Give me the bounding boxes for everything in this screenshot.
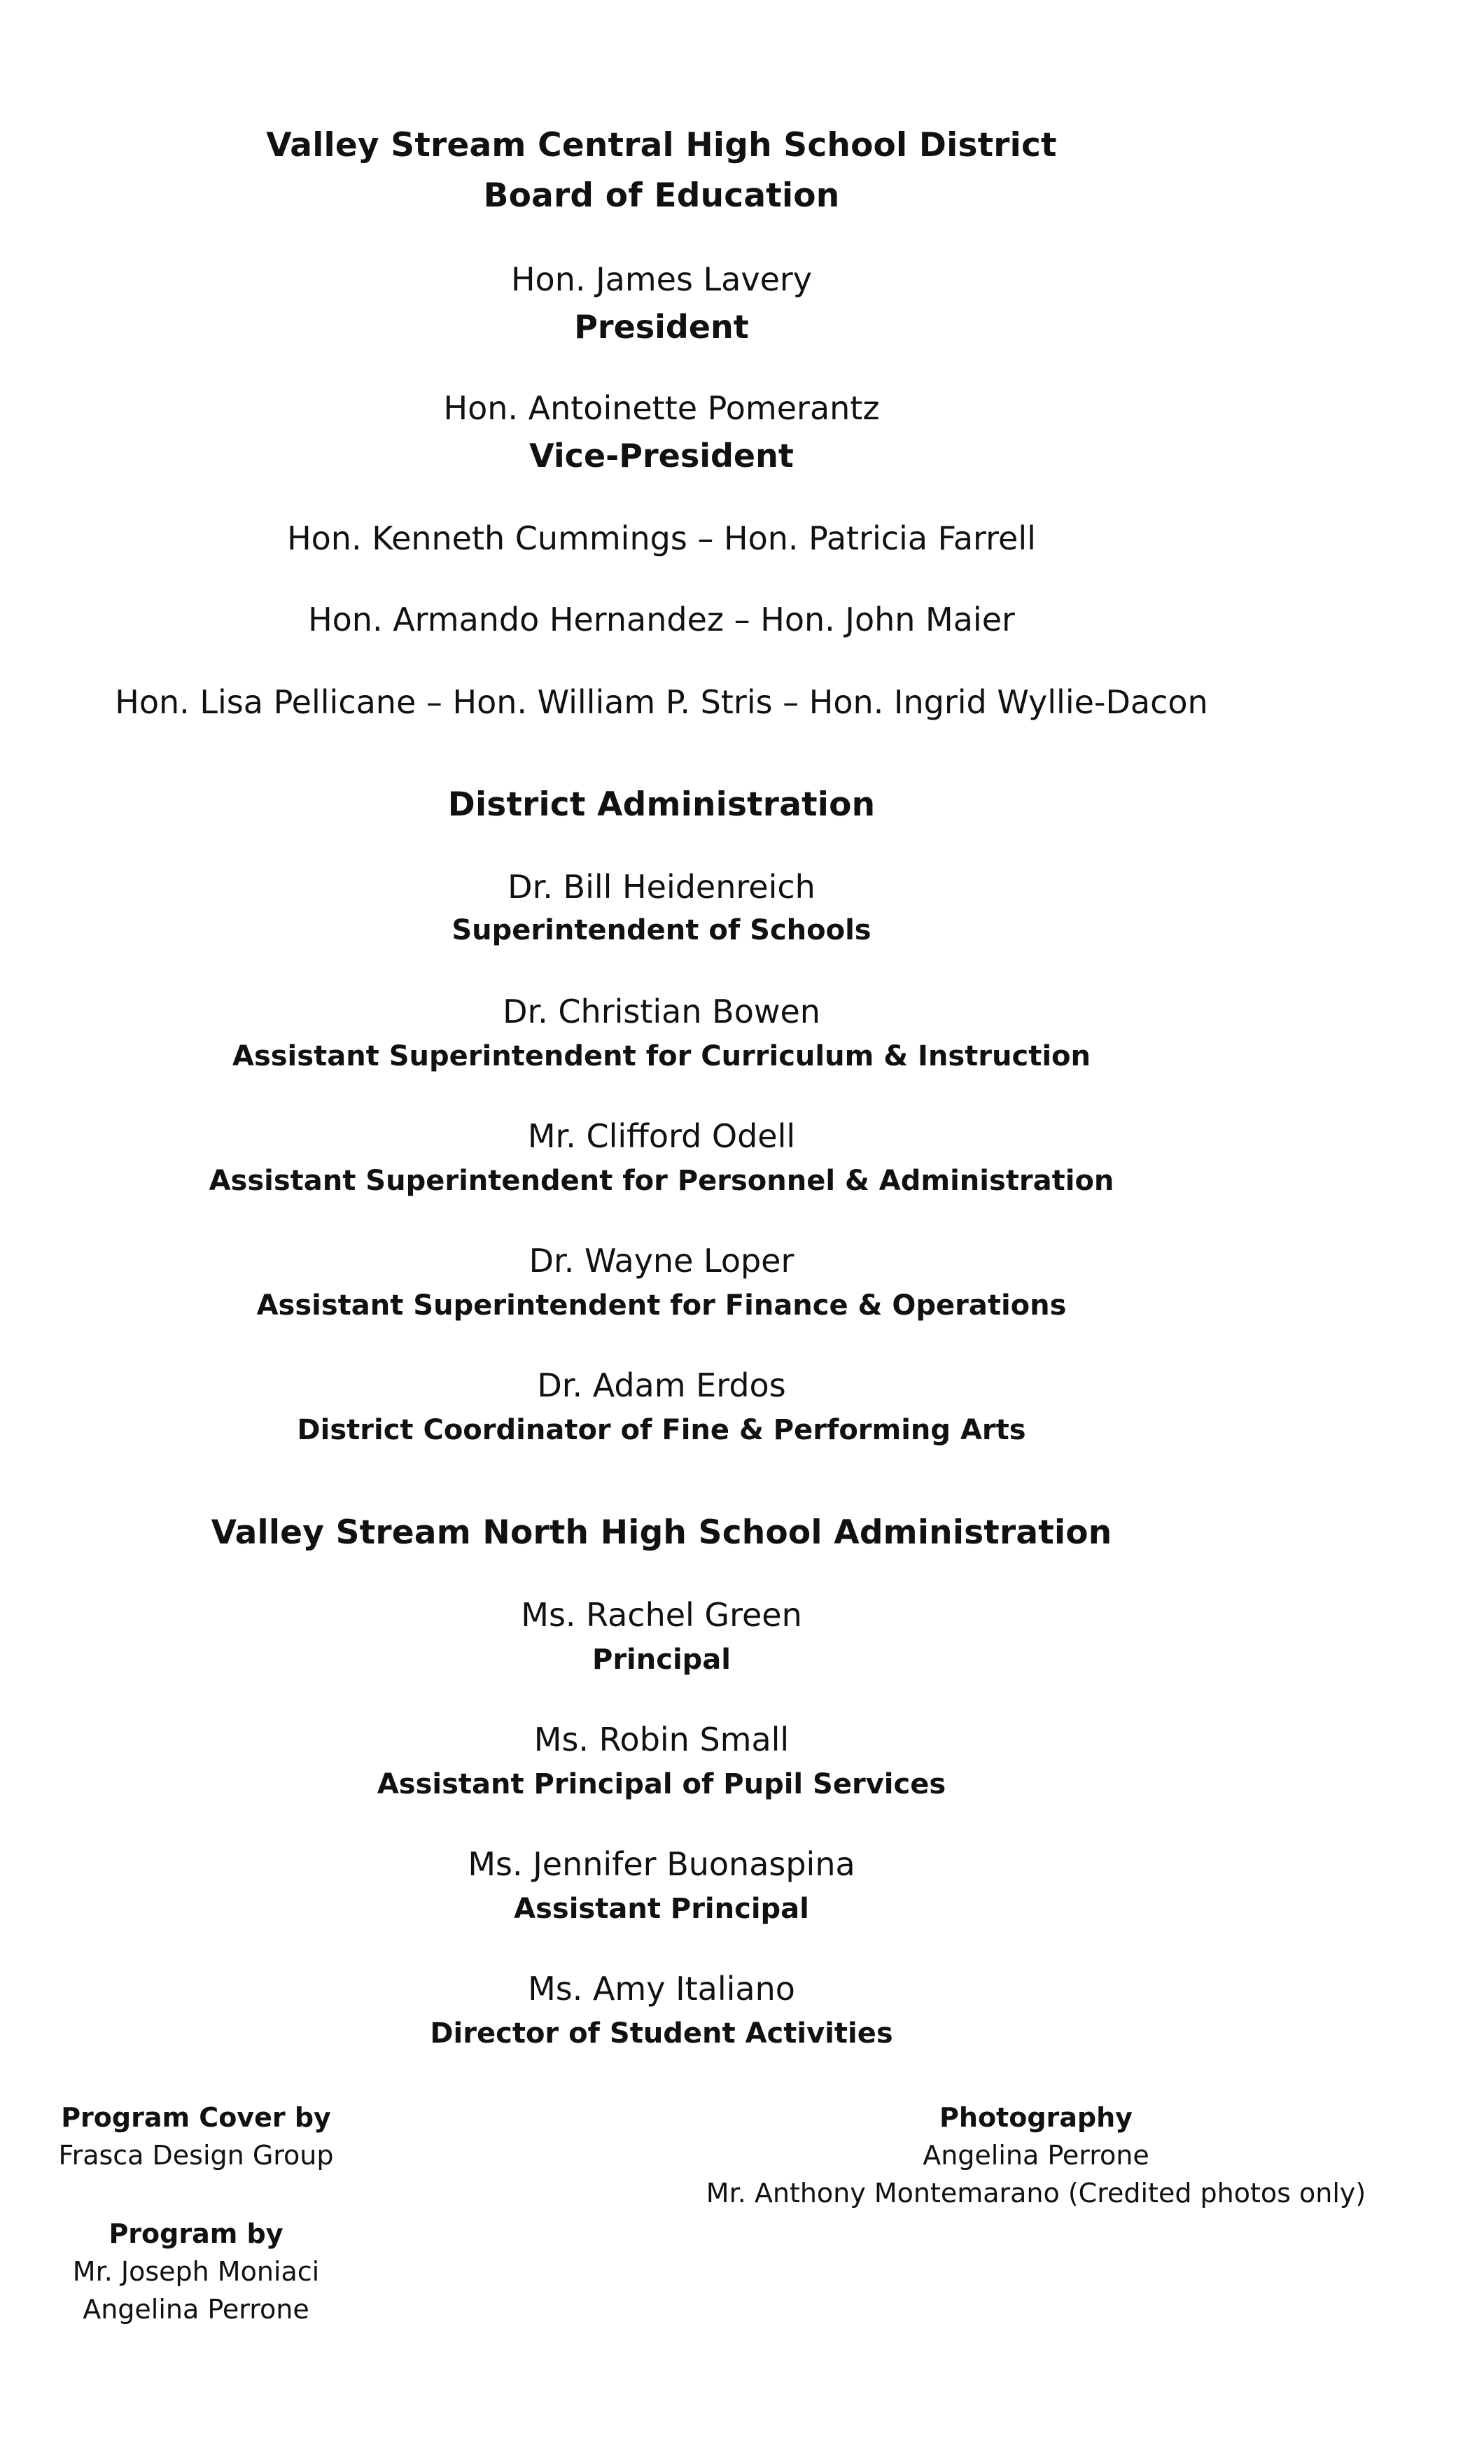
admin-role: Assistant Superintendent for Finance & Operations — [256, 1289, 1067, 1322]
school-admin-name: Ms. Robin Small — [533, 1721, 790, 1758]
vice-president-title: Vice-President — [529, 437, 794, 475]
school-admin-name: Ms. Rachel Green — [521, 1596, 802, 1634]
school-admin-heading: Valley Stream North High School Administration — [211, 1513, 1112, 1552]
admin-name: Dr. Adam Erdos — [537, 1366, 786, 1404]
admin-name: Dr. Bill Heidenreich — [507, 868, 816, 906]
admin-name: Dr. Wayne Loper — [528, 1242, 794, 1280]
program-by-name: Mr. Joseph Moniaci — [72, 2256, 320, 2287]
photographer-name: Angelina Perrone — [923, 2140, 1149, 2171]
school-admin-role: Assistant Principal of Pupil Services — [377, 1768, 946, 1800]
program-cover-credit — [38, 2099, 354, 2174]
program-cover-by: Frasca Design Group — [58, 2140, 334, 2171]
district-heading: Valley Stream Central High School District — [266, 126, 1057, 164]
school-admin-role: Director of Student Activities — [430, 2017, 893, 2050]
program-by-credit — [38, 2215, 354, 2328]
school-admin-role: Assistant Principal — [514, 1893, 809, 1925]
photographer-name: Mr. Anthony Montemarano (Credited photos only) — [706, 2178, 1366, 2208]
district-admin-heading: District Administration — [447, 785, 876, 824]
board-heading: Board of Education — [483, 176, 840, 215]
admin-name: Dr. Christian Bowen — [503, 993, 820, 1030]
board-members-row-1: Hon. Kenneth Cummings – Hon. Patricia Farrell — [287, 519, 1036, 557]
photography-label: Photography — [939, 2102, 1133, 2133]
school-admin-name: Ms. Amy Italiano — [528, 1970, 795, 2008]
photography-credit — [686, 2099, 1386, 2212]
board-members-row-2: Hon. Armando Hernandez – Hon. John Maier — [308, 601, 1015, 638]
school-admin-role: Principal — [592, 1644, 731, 1676]
president-name: Hon. James Lavery — [510, 260, 813, 298]
admin-role: District Coordinator of Fine & Performing Arts — [297, 1414, 1026, 1446]
program-by-label: Program by — [108, 2218, 284, 2249]
program-cover-label: Program Cover by — [61, 2102, 331, 2133]
school-admin-name: Ms. Jennifer Buonaspina — [468, 1845, 855, 1883]
admin-role: Assistant Superintendent for Curriculum & Instruction — [232, 1040, 1091, 1072]
admin-role: Assistant Superintendent for Personnel & Administration — [209, 1165, 1114, 1197]
admin-role: Superintendent of Schools — [451, 914, 872, 946]
board-members-row-3: Hon. Lisa Pellicane – Hon. William P. Stris – Hon. Ingrid Wyllie-Dacon — [115, 683, 1208, 721]
program-by-name: Angelina Perrone — [83, 2294, 309, 2325]
admin-name: Mr. Clifford Odell — [527, 1117, 796, 1155]
vice-president-name: Hon. Antoinette Pomerantz — [443, 389, 880, 427]
president-title: President — [574, 308, 749, 346]
